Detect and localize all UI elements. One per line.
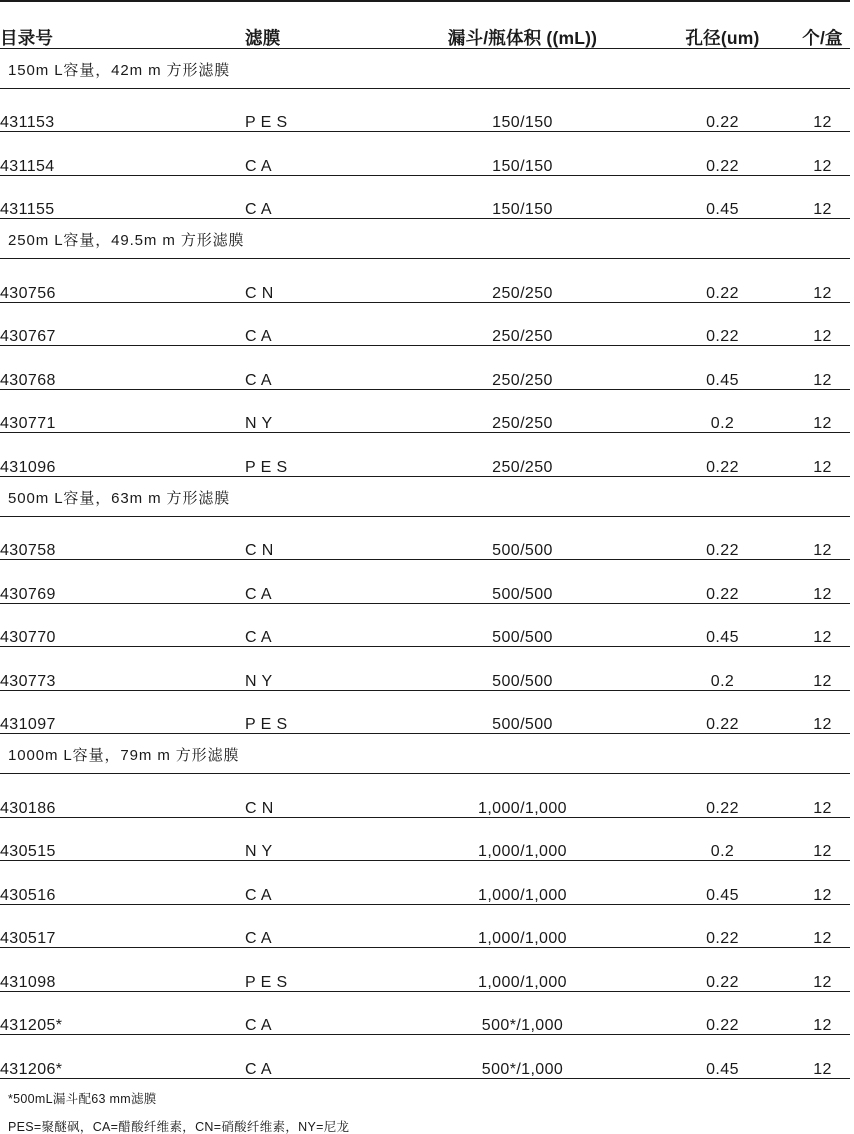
cell-pore: 0.45 [650, 1035, 795, 1079]
cell-volume: 500/500 [395, 603, 650, 647]
cell-filter: C A [245, 302, 395, 346]
cell-filter: C A [245, 603, 395, 647]
cell-pore: 0.22 [650, 259, 795, 303]
cell-volume: 250/250 [395, 433, 650, 477]
table-row [0, 302, 850, 346]
cell-filter: C A [245, 346, 395, 390]
table-row [0, 904, 850, 948]
cell-volume: 150/150 [395, 88, 650, 132]
table-row [0, 389, 850, 433]
cell-qty: 12 [795, 774, 850, 818]
cell-catalog: 430186 [0, 774, 245, 818]
cell-catalog: 430768 [0, 346, 245, 390]
group-header-row [0, 48, 850, 88]
cell-qty: 12 [795, 560, 850, 604]
cell-qty: 12 [795, 389, 850, 433]
cell-filter: C A [245, 991, 395, 1035]
cell-filter: P E S [245, 948, 395, 992]
cell-qty: 12 [795, 647, 850, 691]
cell-volume: 500*/1,000 [395, 991, 650, 1035]
cell-volume: 500/500 [395, 647, 650, 691]
cell-catalog: 431153 [0, 88, 245, 132]
group-header-label: 250m L容量，49.5m m 方形滤膜 [0, 219, 850, 259]
footnote-abbreviations: PES=聚醚砜，CA=醋酸纤维素，CN=硝酸纤维素，NY=尼龙 [8, 1120, 350, 1134]
cell-filter: P E S [245, 690, 395, 734]
cell-filter: N Y [245, 389, 395, 433]
cell-volume: 1,000/1,000 [395, 774, 650, 818]
cell-filter: C A [245, 861, 395, 905]
cell-pore: 0.22 [650, 433, 795, 477]
cell-pore: 0.45 [650, 346, 795, 390]
cell-pore: 0.22 [650, 991, 795, 1035]
cell-catalog: 431205* [0, 991, 245, 1035]
table-header-row [0, 1, 850, 48]
cell-volume: 1,000/1,000 [395, 948, 650, 992]
table-row [0, 647, 850, 691]
group-header-row [0, 734, 850, 774]
cell-volume: 500*/1,000 [395, 1035, 650, 1079]
cell-catalog: 430771 [0, 389, 245, 433]
cell-qty: 12 [795, 948, 850, 992]
cell-filter: C A [245, 132, 395, 176]
cell-qty: 12 [795, 88, 850, 132]
table-row [0, 560, 850, 604]
table-row [0, 346, 850, 390]
cell-filter: C A [245, 1035, 395, 1079]
cell-qty: 12 [795, 861, 850, 905]
cell-volume: 1,000/1,000 [395, 904, 650, 948]
table-row [0, 132, 850, 176]
table-row [0, 774, 850, 818]
cell-pore: 0.45 [650, 603, 795, 647]
cell-volume: 500/500 [395, 690, 650, 734]
column-header-volume: 漏斗/瓶体积 ((mL)) [395, 1, 650, 48]
table-row [0, 603, 850, 647]
cell-catalog: 430517 [0, 904, 245, 948]
table-row [0, 991, 850, 1035]
cell-catalog: 431155 [0, 175, 245, 219]
cell-volume: 250/250 [395, 259, 650, 303]
cell-qty: 12 [795, 817, 850, 861]
cell-filter: N Y [245, 817, 395, 861]
cell-catalog: 430769 [0, 560, 245, 604]
cell-filter: N Y [245, 647, 395, 691]
table-row [0, 948, 850, 992]
cell-catalog: 430758 [0, 516, 245, 560]
cell-volume: 150/150 [395, 132, 650, 176]
cell-catalog: 430515 [0, 817, 245, 861]
cell-volume: 250/250 [395, 389, 650, 433]
cell-pore: 0.22 [650, 132, 795, 176]
cell-pore: 0.22 [650, 774, 795, 818]
table-row [0, 88, 850, 132]
cell-qty: 12 [795, 603, 850, 647]
group-header-row [0, 219, 850, 259]
cell-pore: 0.2 [650, 389, 795, 433]
cell-qty: 12 [795, 991, 850, 1035]
cell-catalog: 430773 [0, 647, 245, 691]
cell-filter: P E S [245, 88, 395, 132]
cell-pore: 0.22 [650, 88, 795, 132]
table-row [0, 516, 850, 560]
cell-volume: 250/250 [395, 346, 650, 390]
cell-filter: C A [245, 904, 395, 948]
cell-catalog: 431096 [0, 433, 245, 477]
cell-pore: 0.22 [650, 516, 795, 560]
cell-qty: 12 [795, 904, 850, 948]
cell-qty: 12 [795, 1035, 850, 1079]
cell-filter: C N [245, 259, 395, 303]
cell-volume: 150/150 [395, 175, 650, 219]
group-header-label: 150m L容量，42m m 方形滤膜 [0, 48, 850, 88]
cell-catalog: 431097 [0, 690, 245, 734]
column-header-pore: 孔径(um) [650, 1, 795, 48]
cell-catalog: 431154 [0, 132, 245, 176]
table-row [0, 1035, 850, 1079]
group-header-row [0, 476, 850, 516]
footnotes [0, 1079, 854, 1134]
cell-filter: P E S [245, 433, 395, 477]
table-row [0, 690, 850, 734]
cell-pore: 0.22 [650, 690, 795, 734]
cell-pore: 0.45 [650, 861, 795, 905]
cell-catalog: 430770 [0, 603, 245, 647]
table-row [0, 861, 850, 905]
cell-pore: 0.45 [650, 175, 795, 219]
cell-catalog: 430767 [0, 302, 245, 346]
column-header-filter: 滤膜 [245, 1, 395, 48]
cell-pore: 0.22 [650, 560, 795, 604]
cell-qty: 12 [795, 175, 850, 219]
column-header-qty: 个/盒 [795, 1, 850, 48]
cell-filter: C N [245, 774, 395, 818]
cell-catalog: 431098 [0, 948, 245, 992]
cell-pore: 0.2 [650, 647, 795, 691]
cell-qty: 12 [795, 690, 850, 734]
cell-pore: 0.22 [650, 948, 795, 992]
footnote-asterisk: *500mL漏斗配63 mm滤膜 [8, 1091, 157, 1106]
cell-qty: 12 [795, 433, 850, 477]
cell-qty: 12 [795, 259, 850, 303]
cell-filter: C A [245, 175, 395, 219]
cell-catalog: 430756 [0, 259, 245, 303]
cell-catalog: 430516 [0, 861, 245, 905]
cell-qty: 12 [795, 132, 850, 176]
cell-qty: 12 [795, 302, 850, 346]
cell-pore: 0.22 [650, 904, 795, 948]
cell-pore: 0.2 [650, 817, 795, 861]
cell-qty: 12 [795, 346, 850, 390]
cell-volume: 1,000/1,000 [395, 861, 650, 905]
group-header-label: 1000m L容量，79m m 方形滤膜 [0, 734, 850, 774]
table-row [0, 433, 850, 477]
cell-volume: 500/500 [395, 516, 650, 560]
cell-qty: 12 [795, 516, 850, 560]
table-row [0, 175, 850, 219]
cell-pore: 0.22 [650, 302, 795, 346]
cell-volume: 1,000/1,000 [395, 817, 650, 861]
column-header-catalog: 目录号 [0, 1, 245, 48]
cell-filter: C N [245, 516, 395, 560]
cell-volume: 250/250 [395, 302, 650, 346]
group-header-label: 500m L容量，63m m 方形滤膜 [0, 476, 850, 516]
cell-filter: C A [245, 560, 395, 604]
cell-volume: 500/500 [395, 560, 650, 604]
cell-catalog: 431206* [0, 1035, 245, 1079]
table-row [0, 817, 850, 861]
table-body [0, 48, 850, 1078]
table-header [0, 1, 850, 48]
table-row [0, 259, 850, 303]
